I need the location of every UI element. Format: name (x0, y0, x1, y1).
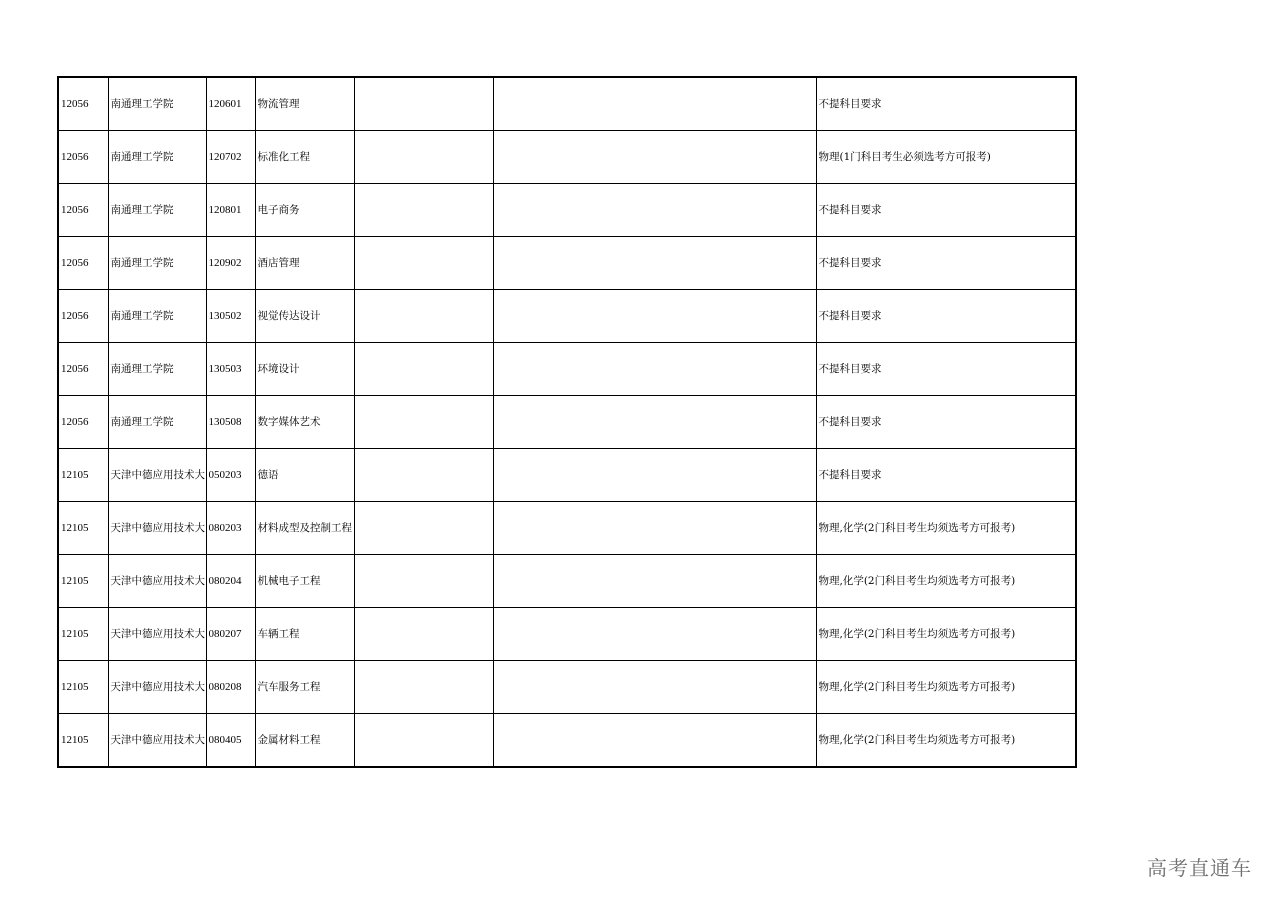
subject-requirement-cell: 物理,化学(2门科目考生均须选考方可报考) (816, 714, 1076, 768)
school-name-cell: 南通理工学院 (108, 237, 206, 290)
table-row (58, 343, 1076, 396)
major-code-cell: 080204 (206, 555, 255, 608)
blank-cell (493, 714, 816, 768)
table-row (58, 184, 1076, 237)
school-name-cell: 天津中德应用技术大 (108, 449, 206, 502)
school-code-cell: 12105 (58, 555, 108, 608)
table-row (58, 449, 1076, 502)
school-name-cell: 南通理工学院 (108, 396, 206, 449)
school-name-cell: 天津中德应用技术大 (108, 502, 206, 555)
blank-cell (493, 184, 816, 237)
major-name-cell: 数字媒体艺术 (255, 396, 354, 449)
blank-cell (354, 714, 493, 768)
major-name-cell: 机械电子工程 (255, 555, 354, 608)
table-row (58, 131, 1076, 184)
blank-cell (354, 184, 493, 237)
blank-cell (493, 290, 816, 343)
school-code-cell: 12056 (58, 290, 108, 343)
school-code-cell: 12105 (58, 502, 108, 555)
major-name-cell: 材料成型及控制工程 (255, 502, 354, 555)
major-name-cell: 电子商务 (255, 184, 354, 237)
major-code-cell: 120801 (206, 184, 255, 237)
subject-requirement-cell: 不提科目要求 (816, 77, 1076, 131)
major-name-cell: 视觉传达设计 (255, 290, 354, 343)
major-code-cell: 080208 (206, 661, 255, 714)
major-code-cell: 130502 (206, 290, 255, 343)
school-code-cell: 12056 (58, 77, 108, 131)
school-name-cell: 南通理工学院 (108, 343, 206, 396)
blank-cell (493, 555, 816, 608)
school-code-cell: 12105 (58, 714, 108, 768)
subject-requirement-cell: 不提科目要求 (816, 184, 1076, 237)
school-name-cell: 南通理工学院 (108, 77, 206, 131)
table-row (58, 661, 1076, 714)
major-name-cell: 酒店管理 (255, 237, 354, 290)
table-body (58, 77, 1076, 767)
blank-cell (493, 502, 816, 555)
subject-requirement-cell: 不提科目要求 (816, 343, 1076, 396)
school-name-cell: 南通理工学院 (108, 184, 206, 237)
major-code-cell: 120702 (206, 131, 255, 184)
blank-cell (493, 343, 816, 396)
subject-requirement-cell: 物理(1门科目考生必须选考方可报考) (816, 131, 1076, 184)
major-name-cell: 环境设计 (255, 343, 354, 396)
major-name-cell: 金属材料工程 (255, 714, 354, 768)
school-name-cell: 天津中德应用技术大 (108, 714, 206, 768)
watermark-text: 高考直通车 (1147, 856, 1252, 880)
subject-requirements-table (57, 76, 1077, 768)
table-row (58, 714, 1076, 768)
subject-requirement-cell: 不提科目要求 (816, 290, 1076, 343)
school-code-cell: 12056 (58, 184, 108, 237)
table-row (58, 396, 1076, 449)
school-name-cell: 天津中德应用技术大 (108, 661, 206, 714)
school-code-cell: 12105 (58, 608, 108, 661)
school-name-cell: 天津中德应用技术大 (108, 608, 206, 661)
blank-cell (354, 502, 493, 555)
blank-cell (354, 237, 493, 290)
school-code-cell: 12105 (58, 661, 108, 714)
major-code-cell: 080203 (206, 502, 255, 555)
major-code-cell: 120601 (206, 77, 255, 131)
subject-requirement-cell: 不提科目要求 (816, 396, 1076, 449)
blank-cell (493, 237, 816, 290)
table-row (58, 237, 1076, 290)
school-code-cell: 12056 (58, 131, 108, 184)
blank-cell (493, 661, 816, 714)
major-name-cell: 标准化工程 (255, 131, 354, 184)
table-row (58, 608, 1076, 661)
school-code-cell: 12105 (58, 449, 108, 502)
blank-cell (493, 77, 816, 131)
blank-cell (354, 608, 493, 661)
blank-cell (354, 343, 493, 396)
blank-cell (354, 396, 493, 449)
blank-cell (493, 449, 816, 502)
major-code-cell: 080405 (206, 714, 255, 768)
school-code-cell: 12056 (58, 237, 108, 290)
table-row (58, 502, 1076, 555)
major-name-cell: 车辆工程 (255, 608, 354, 661)
blank-cell (354, 131, 493, 184)
table-row (58, 290, 1076, 343)
school-code-cell: 12056 (58, 343, 108, 396)
school-code-cell: 12056 (58, 396, 108, 449)
major-name-cell: 物流管理 (255, 77, 354, 131)
table-row (58, 555, 1076, 608)
blank-cell (354, 449, 493, 502)
major-code-cell: 120902 (206, 237, 255, 290)
blank-cell (354, 661, 493, 714)
blank-cell (493, 396, 816, 449)
subject-requirement-cell: 物理,化学(2门科目考生均须选考方可报考) (816, 661, 1076, 714)
major-code-cell: 080207 (206, 608, 255, 661)
major-code-cell: 050203 (206, 449, 255, 502)
table-row (58, 77, 1076, 131)
subject-requirement-cell: 不提科目要求 (816, 449, 1076, 502)
subject-requirement-cell: 物理,化学(2门科目考生均须选考方可报考) (816, 502, 1076, 555)
major-code-cell: 130508 (206, 396, 255, 449)
blank-cell (354, 77, 493, 131)
subject-requirement-cell: 物理,化学(2门科目考生均须选考方可报考) (816, 555, 1076, 608)
school-name-cell: 天津中德应用技术大 (108, 555, 206, 608)
subject-requirement-cell: 物理,化学(2门科目考生均须选考方可报考) (816, 608, 1076, 661)
major-name-cell: 汽车服务工程 (255, 661, 354, 714)
blank-cell (493, 608, 816, 661)
major-name-cell: 德语 (255, 449, 354, 502)
blank-cell (354, 555, 493, 608)
school-name-cell: 南通理工学院 (108, 290, 206, 343)
blank-cell (354, 290, 493, 343)
major-code-cell: 130503 (206, 343, 255, 396)
school-name-cell: 南通理工学院 (108, 131, 206, 184)
blank-cell (493, 131, 816, 184)
subject-requirement-cell: 不提科目要求 (816, 237, 1076, 290)
